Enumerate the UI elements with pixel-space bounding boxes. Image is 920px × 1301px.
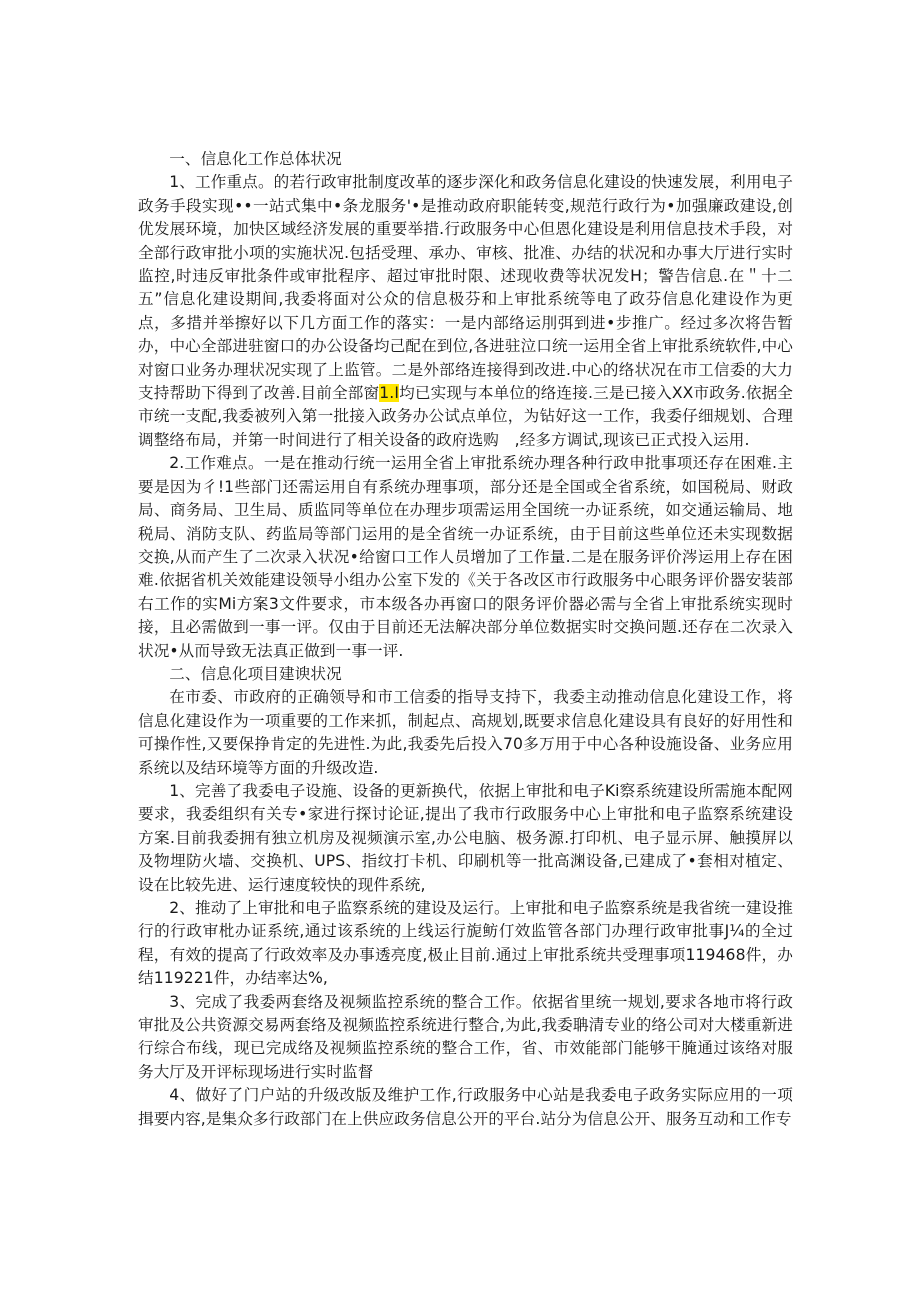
paragraph-item-3: 3、完成了我委两套络及视频监控系统的整合工作。依据省里统一规划,要求各地市将行政审批及公共资源交易两套络及视频监控系统进行整合,为此,我委聃清专业的络公司对大楼重新进行综合布线，现已完成络及视频监控系统的整合工作，省、市效能部门能够干腌通过该络对服务大厅及开评标现场进行实时监督 [138,992,793,1081]
document-body [138,148,793,1131]
section-heading-projects: 二、信息化项目建谀状况 [169,664,342,683]
paragraph-item-1: 1、完善了我委电子设施、设备的更新换代，依据上审批和电子Ki察系统建设所需施本配网要求，我委组织有关专•家进行探讨论证,提出了我市行政服务中心上审批和电子监察系统建设方案.目前我委拥有独立机房及视频演示室,办公电脑、极务源.打印机、电子显示屏、触摸屏以及物埋防火墙、交换机、UPS、指纹打卡机、印刷机等一批高渊设备,已建成了•套相对植定、设在比较先进、运行速度较快的现件系统, [138,781,793,894]
paragraph-text: 均已实现与本单位的络连接.三是已接入XX市政务.依据全市统一支配,我委被列入第一批接入政务办公试点单位，为钻好这一工作，我委仔细规划、合理调整络布局，并第一时间进行了相关设备的政府选购 ,经多方调试,现该已正式投入运用. [138,384,794,449]
highlighted-text: 1.I [379,384,400,403]
section-heading-overview: 一、信息化工作总体状况 [169,150,342,168]
paragraph-work-focus [138,171,793,452]
paragraph-text: 1、工作重点。的若行政审批制度改革的逐步深化和政务信息化建设的快速发展，利用电子政务手段实现••一站式集中•条龙服务'•是推动政府职能转变,规范行政行为•加强廉政建设,创优发展环境，加快区域经济发展的重要举措.行政服务中心但恩化建设是利用信息技术手段，对全部行政审批小项的实施状况.包括受理、承办、审核、批准、办结的状况和办事大厅进行实时监控,时违反审批条件或审批程序、超过审批时限、述现收费等状况发H；警告信息.在＂十二五”信息化建设期间,我委将面对公众的信息极芬和上审批系统等电了政芬信息化建设作为更点，多措并举擦好以下几方面工作的落实：一是内部络运刖弭到进•步推广。经过多次将告暂办，中心全部进驻窗口的办公设备均己配在到位,各进驻泣口统一运用全省上审批系统软件,中心对窗口业务办理状况实现了上监管。二是外部络连接得到改进.中心的络状况在市工信委的大力支持帮助下得到了改善.目前全部窗 [138,173,793,403]
paragraph-projects-intro: 在市委、市政府的正确领导和市工信委的指导支持下，我委主动推动信息化建设工作，将信息化建设作为一项重要的工作来抓，制起点、高规划,既要求信息化建设具有良好的好用性和可操作性,又要保挣肯定的先进性.为此,我委先后投入70多万用于中心各种设施设备、业务应用系统以及结环境等方面的升级改造. [138,688,793,777]
paragraph-work-difficulty: 2.工作难点。一是在推动行统一运用全省上审批系统办理各种行政申批事项还存在困难.主要是因为彳!1些部门还需运用自有系统办理事项，部分还是全国或全省系统，如国税局、财政局、商务局、卫生局、质监同等单位在办理步项需运用全国统一办证系统，如交通运输局、地税局、消防支队、药监局等部门运用的是全省统一办证系统，由于目前这些单位还未实现数据交换,从而产生了二次录入状况•给窗口工作人员增加了工作量.二是在服务评价涔运用上存在困难.依据省机关效能建设领导小组办公室下发的《关于各改区市行政服务中心眼务评价器安装部右工作的实Mi方案3文件要求，市本级各办再窗口的限务评价器必需与全省上审批系统实现时接，且必需做到一事一评。仅由于目前还无法解决部分单位数据实时交换问题.还存在二次录入状况•从而导致无法真正做到一事一评. [138,454,793,660]
paragraph-item-4: 4、做好了门户站的升级改版及维护工作,行政服务中心站是我委电子政务实际应用的一项揖要内容,是集众多行政部门在上供应政务信息公开的平台.站分为信息公开、服务互动和工作专 [138,1086,793,1128]
paragraph-item-2: 2、推动了上审批和电子监察系统的建设及运行。上审批和电子监察系统是我省统一建设推行的行政审枇办证系统,通过该系统的上线运行旎鲂仃效监管各部门办理行政审批事J¼的全过程，有效的提高了行政效率及办事透亮度,极止目前.通过上审批系统共受理事项119468件，办结119221件，办结率达%, [138,899,793,988]
